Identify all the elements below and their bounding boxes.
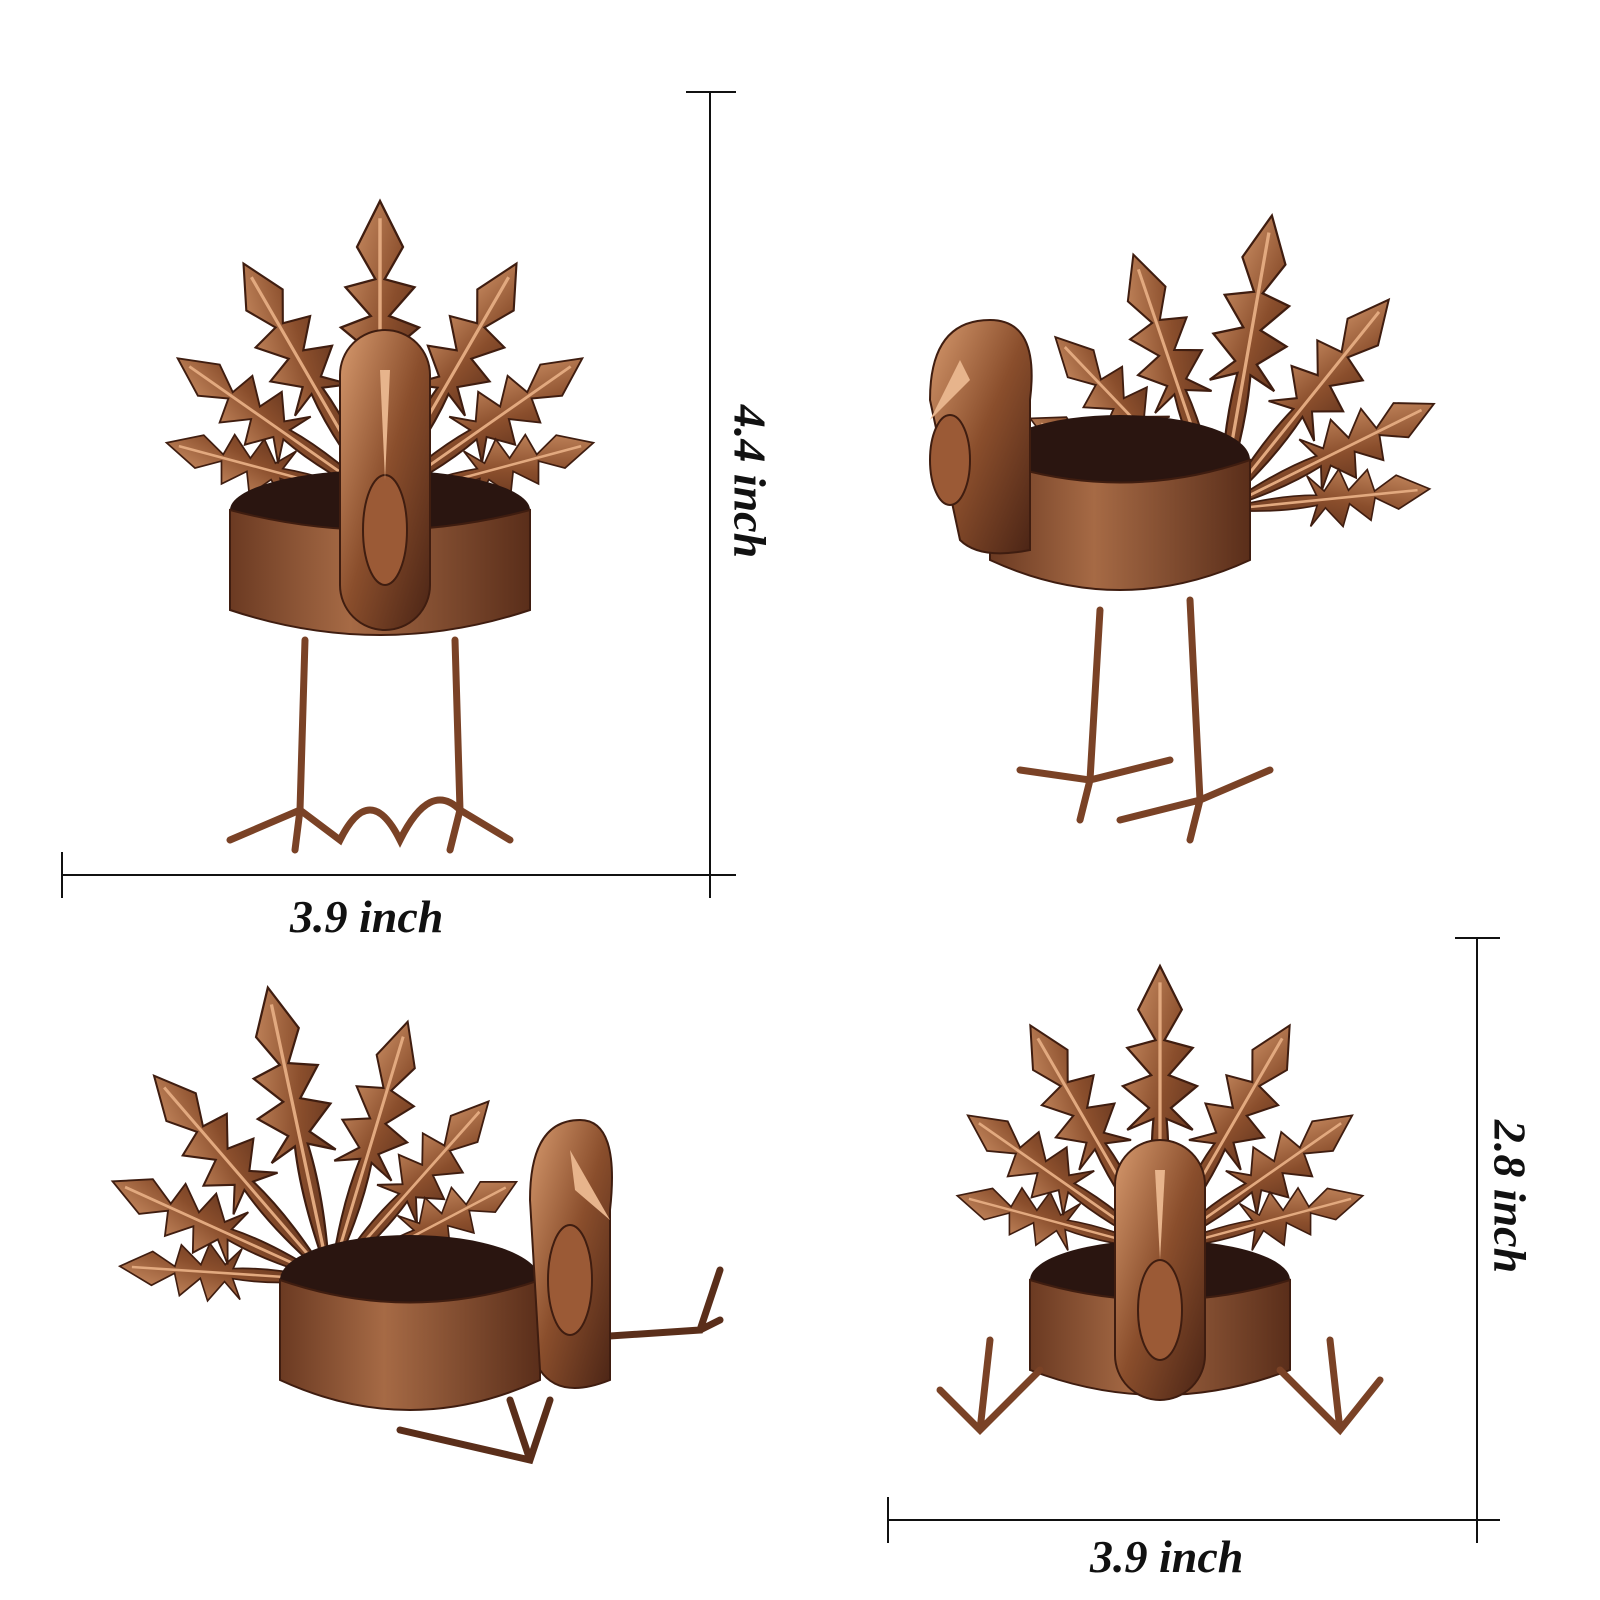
- height-label-top-left: 4.4 inch: [724, 404, 776, 559]
- width-label-top-left: 3.9 inch: [290, 891, 444, 942]
- width-label-bottom-right: 3.9 inch: [1090, 1531, 1244, 1582]
- height-label-bottom-right: 2.8 inch: [1484, 1119, 1536, 1274]
